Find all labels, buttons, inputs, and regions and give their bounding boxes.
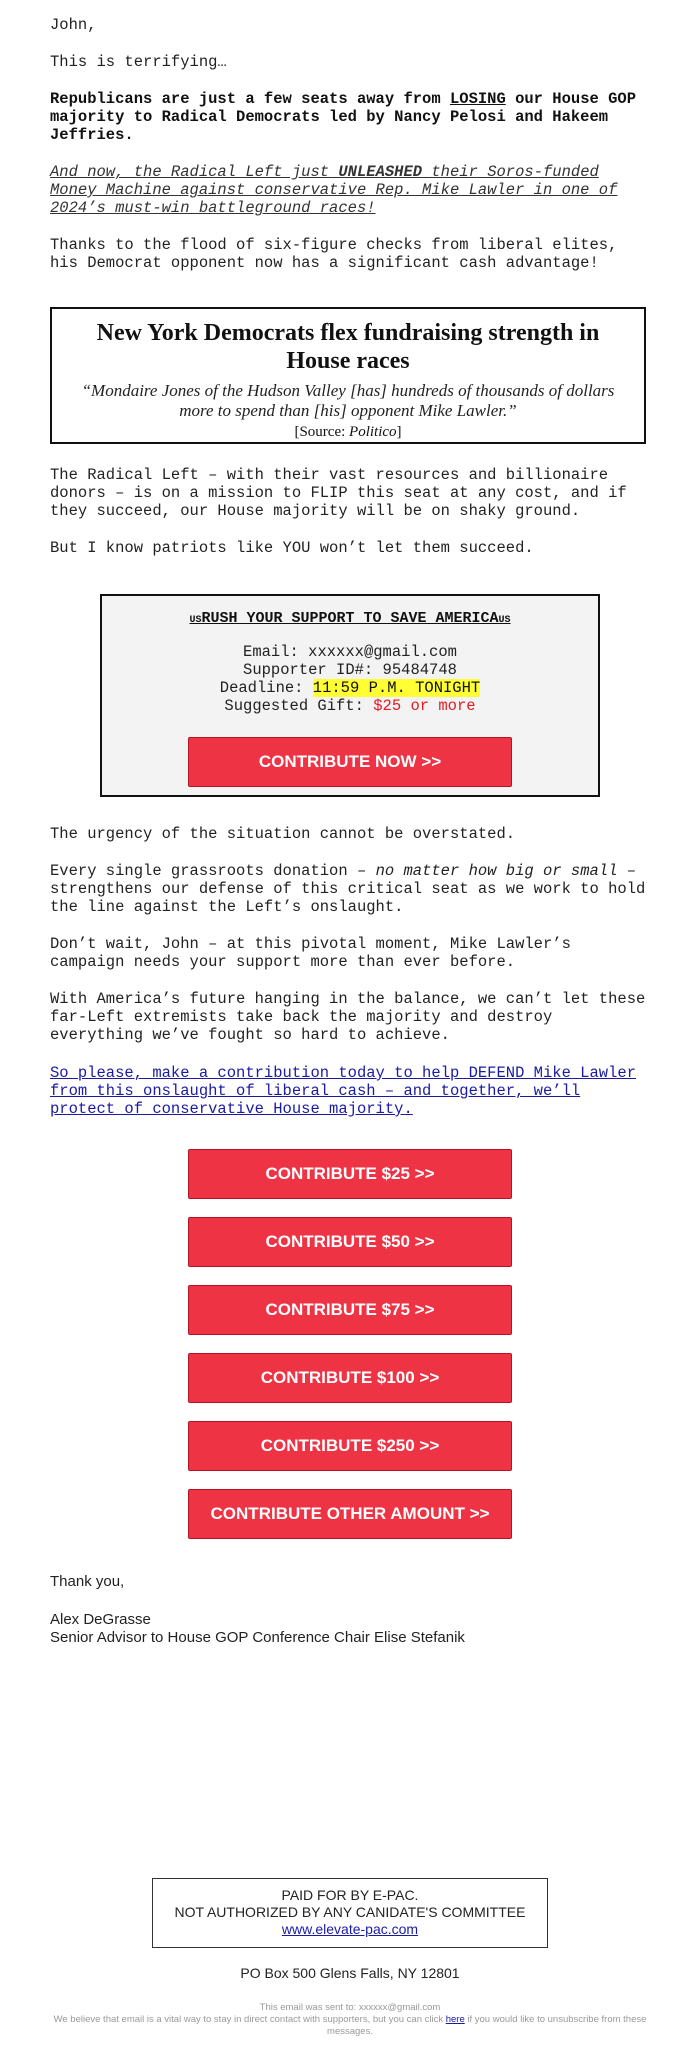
paragraph-grassroots (50, 862, 650, 916)
deadline-label: Deadline: (219, 679, 313, 697)
news-headline: New York Democrats flex fundraising strength in House races (96, 320, 600, 374)
us-flag-icon: US (189, 615, 202, 626)
suggested-gift-line (102, 697, 598, 715)
deadline-value: 11:59 P.M. TONIGHT (312, 679, 481, 697)
unsubscribe-text: if you would like to unsubscribe from these messages. (327, 2014, 647, 2037)
card-title-text: RUSH YOUR SUPPORT TO SAVE AMERICA (201, 610, 499, 627)
contribute-other-amount-button[interactable]: CONTRIBUTE OTHER AMOUNT >> (188, 1489, 512, 1539)
email-label: Email: (243, 643, 309, 661)
paid-for-box (152, 1878, 548, 1948)
paragraph-republicans (50, 90, 650, 144)
losing-emphasis: LOSING (449, 90, 506, 108)
contribute-100-button[interactable]: CONTRIBUTE $100 >> (188, 1353, 512, 1403)
source-suffix: ] (396, 424, 402, 440)
contribute-75-button[interactable]: CONTRIBUTE $75 >> (188, 1285, 512, 1335)
signoff: Thank you, (50, 1573, 125, 1590)
contribute-25-button[interactable]: CONTRIBUTE $25 >> (188, 1149, 512, 1199)
sent-to-line: This email was sent to: xxxxxx@gmail.com (259, 2002, 441, 2013)
text-segment: our House GOP majority to Radical Democrats led by Nancy Pelosi and Hakeem Jeffries. (50, 90, 637, 144)
news-quote: “Mondaire Jones of the Hudson Valley [has] hundreds of thousands of dollars more to spend than [his] opponent Mike Lawler.” (81, 381, 615, 420)
supporter-id-line (102, 661, 598, 679)
unleashed-emphasis: UNLEASHED (338, 163, 423, 181)
supporter-card (100, 594, 600, 797)
suggested-gift-label: Suggested Gift: (224, 697, 374, 715)
signer-name: Alex DeGrasse (50, 1611, 151, 1628)
source-prefix: [Source: (294, 424, 350, 440)
contribute-now-button[interactable]: CONTRIBUTE NOW >> (188, 737, 512, 787)
paragraph-dont-wait: Don’t wait, John – at this pivotal moment, Mike Lawler’s campaign needs your support more than ever before. (50, 935, 571, 971)
paid-for-line: PAID FOR BY E-PAC. (281, 1887, 419, 1903)
text-segment: Every single grassroots donation – (50, 862, 376, 880)
paragraph-patriots: But I know patriots like YOU won’t let them succeed. (50, 539, 534, 557)
contribute-text-link[interactable]: So please, make a contribution today to help DEFEND Mike Lawler from this onslaught of liberal cash – and together, we’ll protect of conservative House majority. (50, 1064, 636, 1118)
signer-title: Senior Advisor to House GOP Conference Chair Elise Stefanik (50, 1629, 465, 1646)
paragraph-urgency: The urgency of the situation cannot be overstated. (50, 825, 516, 843)
email-value: xxxxxx@gmail.com (308, 643, 457, 661)
paragraph-future: With America’s future hanging in the balance, we can’t let these far-Left extremists take back the majority and destroy everything we’ve fought so hard to achieve. (50, 990, 646, 1044)
paragraph-radical-left[interactable] (50, 163, 650, 217)
news-quote-box (50, 307, 646, 444)
unsubscribe-notice (50, 2014, 650, 2038)
paragraph-flood: Thanks to the flood of six-figure checks from liberal elites, his Democrat opponent now has a significant cash advantage! (50, 236, 618, 272)
text-segment: – strengthens our defense of this critical seat as we work to hold the line against the Left’s onslaught. (50, 862, 646, 916)
greeting: John, (50, 16, 97, 34)
us-flag-icon: US (498, 615, 511, 626)
paragraph-terrifying: This is terrifying… (50, 53, 227, 71)
card-details (102, 643, 598, 715)
news-source (52, 423, 644, 441)
suggested-gift-value: $25 or more (373, 697, 476, 715)
italic-segment: no matter how big or small (375, 862, 618, 880)
contribute-250-button[interactable]: CONTRIBUTE $250 >> (188, 1421, 512, 1471)
not-authorized-line: NOT AUTHORIZED BY ANY CANIDATE'S COMMITTEE (174, 1904, 526, 1920)
source-name: Politico (349, 424, 397, 440)
supporter-id-value: 95484748 (382, 661, 457, 679)
supporter-id-label: Supporter ID#: (243, 661, 383, 679)
website-link[interactable]: www.elevate-pac.com (281, 1921, 419, 1937)
unsubscribe-link[interactable]: here (445, 2014, 465, 2025)
text-segment: Republicans are just a few seats away from (50, 90, 450, 108)
paragraph-flip: The Radical Left – with their vast resources and billionaire donors – is on a mission to FLIP this seat at any cost, and if they succeed, our House majority will be on shaky ground. (50, 466, 627, 520)
unsubscribe-text: We believe that email is a vital way to stay in direct contact with supporters, but you can click (53, 2014, 446, 2025)
email-line (102, 643, 598, 661)
signature (50, 1611, 650, 1647)
text-segment: their Soros-funded Money Machine against conservative Rep. Mike Lawler in one of 2024’s must-win battleground races! (50, 163, 618, 217)
text-segment: And now, the Radical Left just (50, 163, 339, 181)
contribute-50-button[interactable]: CONTRIBUTE $50 >> (188, 1217, 512, 1267)
deadline-line (102, 679, 598, 697)
card-title (102, 610, 598, 627)
mailing-address: PO Box 500 Glens Falls, NY 12801 (240, 1965, 460, 1981)
